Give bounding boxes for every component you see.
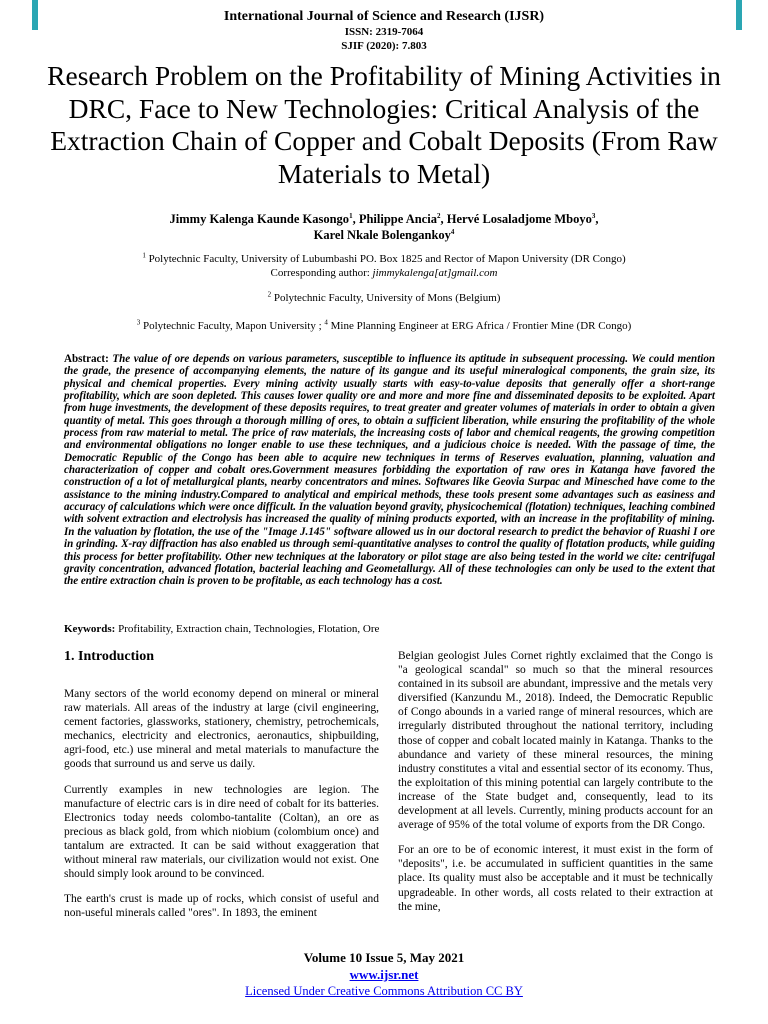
- sjif: SJIF (2020): 7.803: [341, 40, 427, 52]
- affiliation-text: Polytechnic Faculty, University of Mons (Belgium): [271, 292, 501, 304]
- author-separator: ,: [440, 212, 447, 226]
- keywords-label: Keywords:: [64, 623, 116, 635]
- affiliation-2: [0, 291, 768, 305]
- author-affiliation-mark: 3: [591, 211, 596, 220]
- footer-website-link[interactable]: www.ijsr.net: [349, 967, 419, 982]
- body-paragraph: Belgian geologist Jules Cornet rightly exclaimed that the Congo is "a geological scandal" so much so that the mineral resources contained in its subsoil are abundant, impressive and the metals very diversified (Kanzundu M., 2018). Indeed, the Democratic Republic of Congo abounds in a varied range of mineral resources, which are irregularly distributed throughout the national territory, including those of copper and cobalt located mainly in Katanga. Thanks to the abundance and variety of these mineral resources, the mining industry constitutes a vital and essential sector of its economy. Thus, the exploitation of this mining potential can largely contribute to the increase of the State budget and, consequently, lead to its development at all levels. Currently, mining products account for an average of 95% of the total volume of exports from the DR Congo.: [398, 650, 713, 832]
- affiliation-mark: 1: [142, 251, 146, 260]
- affiliation-1: [0, 252, 768, 280]
- author-affiliation-mark: 4: [450, 227, 455, 236]
- body-column-left: [64, 649, 379, 931]
- author-affiliation-mark: 1: [349, 211, 353, 220]
- footer-license-link[interactable]: Licensed Under Creative Commons Attribution CC BY: [245, 984, 523, 998]
- keywords: [64, 623, 715, 635]
- abstract-text: The value of ore depends on various parameters, susceptible to influence its aptitude in subsequent processing. We could mention the grade, the presence of accompanying elements, the nature of its gangue and its useful mineralogical components, the grain size, its physical and chemical properties. Every mining activity usually starts with easy-to-value deposits that generally offer a short-range profitability, which are soon depleted. This causes lower quality ore and more and more fine and disseminated deposits to be exploited. Apart from huge investments, the development of these deposits requires, to treat greater and greater volumes of materials in order to obtain a given quantity of metal. This goes through a thorough milling of ores, to obtain a sufficient liberation, while ensuring the profitability of the whole process from raw material to metal. The price of raw materials, the increasing costs of labor and chemical reagents, the growing competition and environmental obligations no longer enable to use these techniques, and a judicious choice is needed. With the passage of time, the Democratic Republic of the Congo has been able to acquire new techniques in terms of Reserves evaluation, planning, valuation and characterization of copper and cobalt ores.Government measures forbidding the exportation of raw ores in Katanga have favored the construction of a lot of metallurgical plants, nearby concentrators and mines. Softwares like Geovia Surpac and Minesched have come to the assistance to the mining industry.Compared to analytical and empirical methods, these tools present some advantages such as easiness and accuracy of calculations which were once difficult. In the valuation beyond gravity, physicochemical (flotation) techniques, leaching combined with solvent extraction and electrolysis has increased the quality of mining products exported, with an increase in the profitability of mining. In the valuation by flotation, the use of the "Image J.145" software allowed us in our doctoral research to predict the behavior of Ruashi I ore in grinding. X-ray diffraction has also enabled us through semi-quantitative analyses to control the quality of flotation products, while guiding this process for better profitability. Other new techniques at the laboratory or pilot stage are also being tested in the world we cite: centrifugal gravity concentration, advanced flotation, bacterial leaching and Geometallurgy. All of these technologies can only be used to the extent that the entire extraction chain is proven to be profitable, as each technology has a cost.: [64, 353, 716, 588]
- corresponding-author-email[interactable]: jimmykalenga[at]gmail.com: [372, 267, 498, 279]
- author-name: Karel Nkale Bolengankoy: [313, 228, 451, 242]
- author-list: [60, 211, 708, 243]
- affiliation-3-4: [0, 319, 768, 333]
- abstract-label: Abstract:: [64, 353, 109, 365]
- affiliation-mark: 3: [136, 318, 141, 327]
- affiliation-text: Mine Planning Engineer at ERG Africa / Frontier Mine (DR Congo): [327, 320, 632, 332]
- section-heading-introduction: 1. Introduction: [64, 649, 154, 664]
- abstract: [64, 353, 715, 588]
- corresponding-author-label: Corresponding author:: [270, 267, 373, 279]
- author-affiliation-mark: 2: [436, 211, 441, 220]
- body-paragraph: The earth's crust is made up of rocks, which consist of useful and non-useful minerals called "ores". In 1893, the eminent: [64, 893, 379, 920]
- journal-name: International Journal of Science and Research (IJSR): [223, 9, 545, 24]
- paper-title: Research Problem on the Profitability of Mining Activities in DRC, Face to New Technologies: Critical Analysis of the Extraction Chain of Copper and Cobalt Deposits (From Raw Materials to Metal): [47, 60, 721, 189]
- body-column-right: [398, 649, 713, 925]
- body-paragraph: Many sectors of the world economy depend on mineral or mineral raw materials. All areas of the industry at large (civil engineering, cement factories, glassworks, stationery, chemistry, petrochemicals, mechanics, electricity and electronics, aeronautics, shipbuilding, agri-food, etc.) use mineral and metal materials to manufacture the goods that surround us and serve us daily.: [64, 688, 379, 771]
- author-name: Jimmy Kalenga Kaunde Kasongo: [169, 212, 350, 226]
- issn: ISSN: 2319-7064: [344, 26, 424, 38]
- author-separator: ,: [352, 212, 359, 226]
- author-separator: ,: [595, 212, 599, 226]
- affiliation-text: Polytechnic Faculty, Mapon University ;: [140, 320, 325, 332]
- author-name: Philippe Ancia: [358, 212, 437, 226]
- keywords-text: Profitability, Extraction chain, Technologies, Flotation, Ore: [115, 623, 380, 635]
- author-name: Hervé Losaladjome Mboyo: [446, 212, 592, 226]
- body-paragraph: Currently examples in new technologies are legion. The manufacture of electric cars is in dire need of cobalt for its batteries. Electronics today needs colombo-tantalite (Coltan), an ore as precious as black gold, from which niobium (colombium once) and tantalum are extracted. It can be said without exaggeration that without mineral raw materials, our civilization would not exist. One should simply look around to be convinced.: [64, 783, 379, 881]
- affiliation-mark: 2: [267, 290, 272, 299]
- body-paragraph: For an ore to be of economic interest, it must exist in the form of "deposits", i.e. be accumulated in sufficient quantities in the same place. Its quality must also be acceptable and it must be technically upgradeable. In other words, all costs related to their extraction at the mine,: [398, 844, 713, 913]
- affiliation-text: Polytechnic Faculty, University of Lubumbashi PO. Box 1825 and Rector of Mapon University (DR Congo): [145, 253, 626, 265]
- footer-volume: Volume 10 Issue 5, May 2021: [303, 950, 465, 965]
- affiliation-mark: 4: [324, 318, 328, 327]
